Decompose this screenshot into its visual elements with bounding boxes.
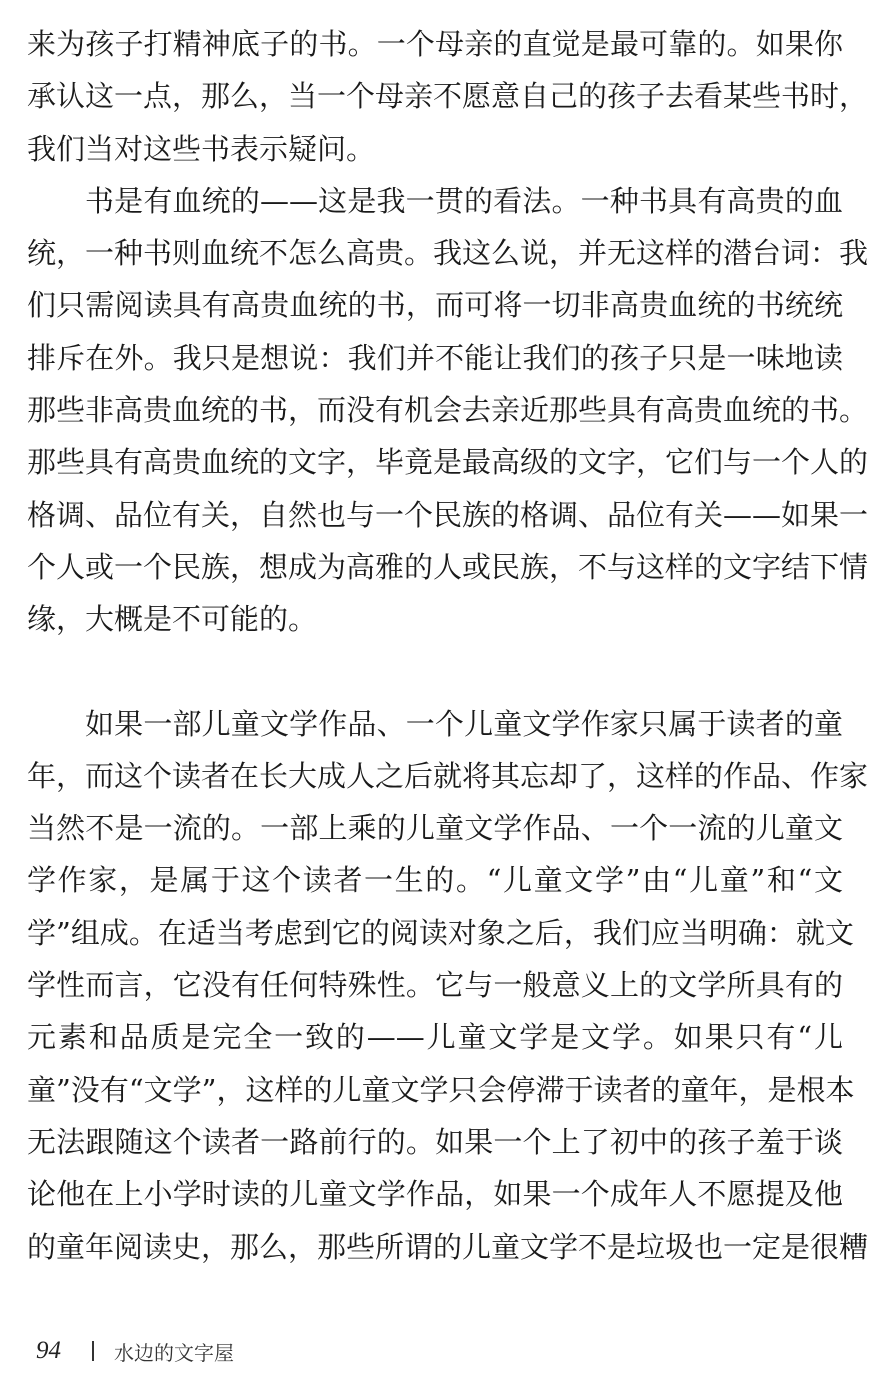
text-line: 学性而言，它没有任何特殊性。它与一般意义上的文学所具有的 — [27, 968, 843, 1003]
text-line: 承认这一点，那么，当一个母亲不愿意自己的孩子去看某些书时， — [27, 79, 869, 114]
text-line: 那些具有高贵血统的文字，毕竟是最高级的文字，它们与一个人的 — [27, 445, 869, 480]
text-line: 们只需阅读具有高贵血统的书，而可将一切非高贵血统的书统统 — [27, 288, 843, 323]
text-line: 排斥在外。我只是想说：我们并不能让我们的孩子只是一味地读 — [27, 340, 843, 375]
text-line: 的童年阅读史，那么，那些所谓的儿童文学不是垃圾也一定是很糟 — [27, 1229, 869, 1264]
text-line: 缘，大概是不可能的。 — [27, 602, 318, 637]
paragraph — [27, 18, 869, 175]
text-line: 无法跟随这个读者一路前行的。如果一个上了初中的孩子羞于谈 — [27, 1124, 843, 1159]
text-line: 学”组成。在适当考虑到它的阅读对象之后，我们应当明确：就文 — [27, 915, 854, 950]
page-number: 94 — [36, 1337, 61, 1364]
text-line: 如果一部儿童文学作品、一个儿童文学作家只属于读者的童 — [85, 706, 843, 741]
text-line: 来为孩子打精神底子的书。一个母亲的直觉是最可靠的。如果你 — [27, 27, 843, 61]
text-line: 我们当对这些书表示疑问。 — [27, 131, 376, 166]
text-line: 年，而这个读者在长大成人之后就将其忘却了，这样的作品、作家 — [27, 758, 869, 793]
text-line: 那些非高贵血统的书，而没有机会去亲近那些具有高贵血统的书。 — [27, 393, 869, 428]
paragraph — [27, 175, 869, 646]
page-body — [27, 18, 869, 1273]
text-line: 学作家，是属于这个读者一生的。“儿童文学”由“儿童”和“文 — [27, 863, 843, 898]
text-line: 个人或一个民族，想成为高雅的人或民族，不与这样的文字结下情 — [27, 549, 869, 584]
book-title: 水边的文字屋 — [114, 1340, 234, 1365]
text-line: 书是有血统的——这是我一贯的看法。一种书具有高贵的血 — [85, 183, 843, 218]
text-line: 童”没有“文学”，这样的儿童文学只会停滞于读者的童年，是根本 — [27, 1072, 855, 1107]
text-line: 格调、品位有关，自然也与一个民族的格调、品位有关——如果一 — [27, 497, 869, 532]
text-line: 当然不是一流的。一部上乘的儿童文学作品、一个一流的儿童文 — [27, 811, 843, 846]
text-line: 统，一种书则血统不怎么高贵。我这么说，并无这样的潜台词：我 — [27, 236, 869, 271]
page-footer — [36, 1334, 234, 1368]
text-line: 元素和品质是完全一致的——儿童文学是文学。如果只有“儿 — [27, 1020, 843, 1055]
text-line: 论他在上小学时读的儿童文学作品，如果一个成年人不愿提及他 — [27, 1177, 843, 1212]
section-break — [27, 646, 843, 698]
paragraph — [27, 698, 869, 1273]
footer-divider — [92, 1341, 94, 1361]
